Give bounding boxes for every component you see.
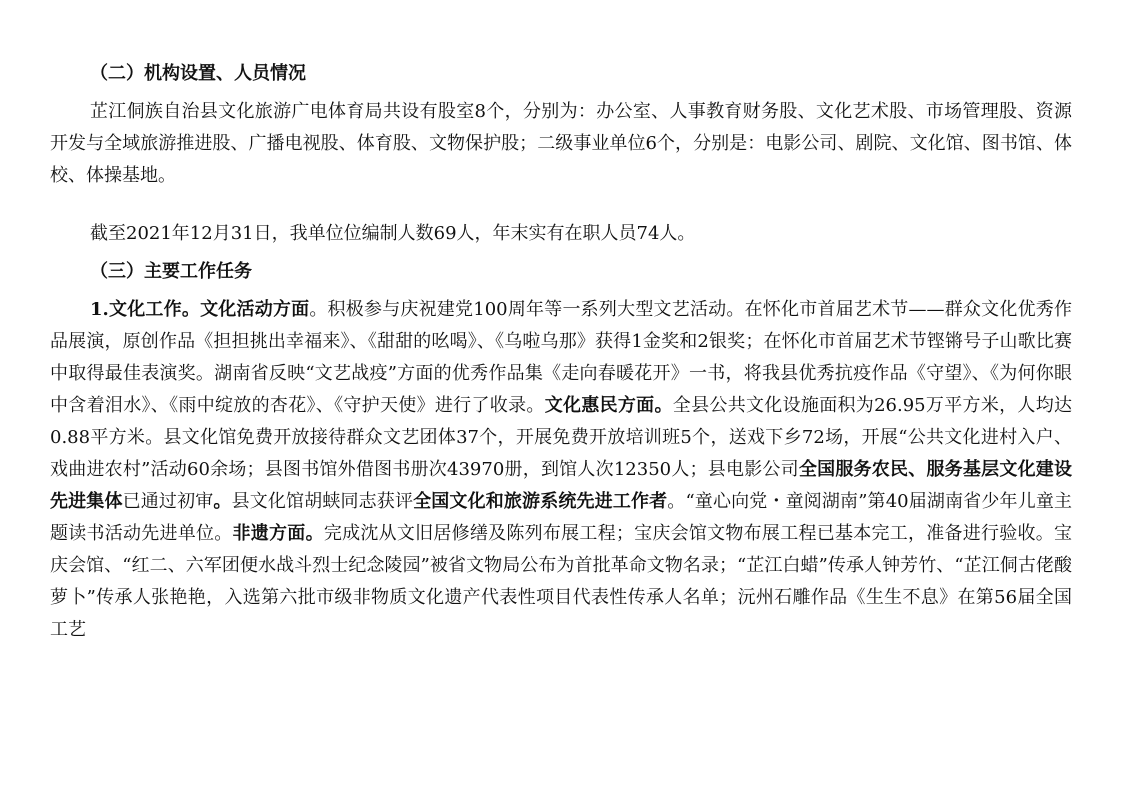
bold-advanced-collective: 全国服务农民、服务基层文化建设先进集体	[50, 459, 1073, 512]
paragraph-staffing: 截至2021年12月31日，我单位位编制人数69人，年末实有在职人员74人。	[90, 223, 696, 244]
text-benefit-people: 全县公共文化设施面积为26.95万平方米，人均达0.88平方米。县文化馆免费开放接待群众文艺团体37个，开展免费开放培训班5个，送戏下乡72场，开展“公共文化进村入户、戏曲进农村”活动60余场；县图书馆外借图书册次43970册，到馆人次12350人；县电影公司	[50, 395, 1073, 480]
section-heading-main-tasks: （三）主要工作任务	[90, 261, 252, 282]
text-culture-activities: 。积极参与庆祝建党100周年等一系列大型文艺活动。在怀化市首届艺术节——群众文化优秀作品展演，原创作品《担担挑出幸福来》、《甜甜的吆喝》、《乌啦乌那》获得1金奖和2银奖；在怀化市首届艺术节铿锵号子山歌比赛中取得最佳表演奖。湖南省反映“文艺战疫”方面的优秀作品集《走向春暖花开》一书，将我县优秀抗疫作品《守望》、《为何你眼中含着泪水》、《雨中绽放的杏花》、《守护天使》进行了收录。	[50, 299, 1072, 416]
text-intangible-heritage: 完成沈从文旧居修缮及陈列布展工程；宝庆会馆文物布展工程已基本完工，准备进行验收。宝庆会馆、“红二、六军团便水战斗烈士纪念陵园”被省文物局公布为首批革命文物名录；“芷江白蜡”传承人钟芳竹、“芷江侗古佬酸萝卜”传承人张艳艳，入选第六批市级非物质文化遗产代表性项目代表性传承人名单；沅州石雕作品《生生不息》在第56届全国工艺	[50, 523, 1073, 640]
text-reading-activity: 。“童心向党・童阅湖南”第40届湖南省少年儿童主题读书活动先进单位。	[50, 491, 1073, 544]
bold-benefit-people: 文化惠民方面。	[544, 395, 673, 416]
bold-advanced-worker: 全国文化和旅游系统先进工作者	[413, 491, 668, 512]
section-heading-organization: （二）机构设置、人员情况	[90, 63, 306, 84]
bold-culture-activities: 1.文化工作。文化活动方面	[90, 299, 310, 320]
paragraph-departments: 芷江侗族自治县文化旅游广电体育局共设有股室8个，分别为：办公室、人事教育财务股、文化艺术股、市场管理股、资源开发与全域旅游推进股、广播电视股、体育股、文物保护股；二级事业单位6个，分别是：电影公司、剧院、文化馆、图书馆、体校、体操基地。	[50, 101, 1072, 186]
bold-intangible-heritage: 非遗方面。	[232, 523, 324, 544]
paragraph-cultural-work	[50, 294, 1072, 646]
text-preliminary-review: 已通过初审	[122, 491, 214, 512]
bold-period: 。	[213, 491, 232, 512]
text-culture-center-staff: 县文化馆胡蛱同志获评	[231, 491, 414, 512]
